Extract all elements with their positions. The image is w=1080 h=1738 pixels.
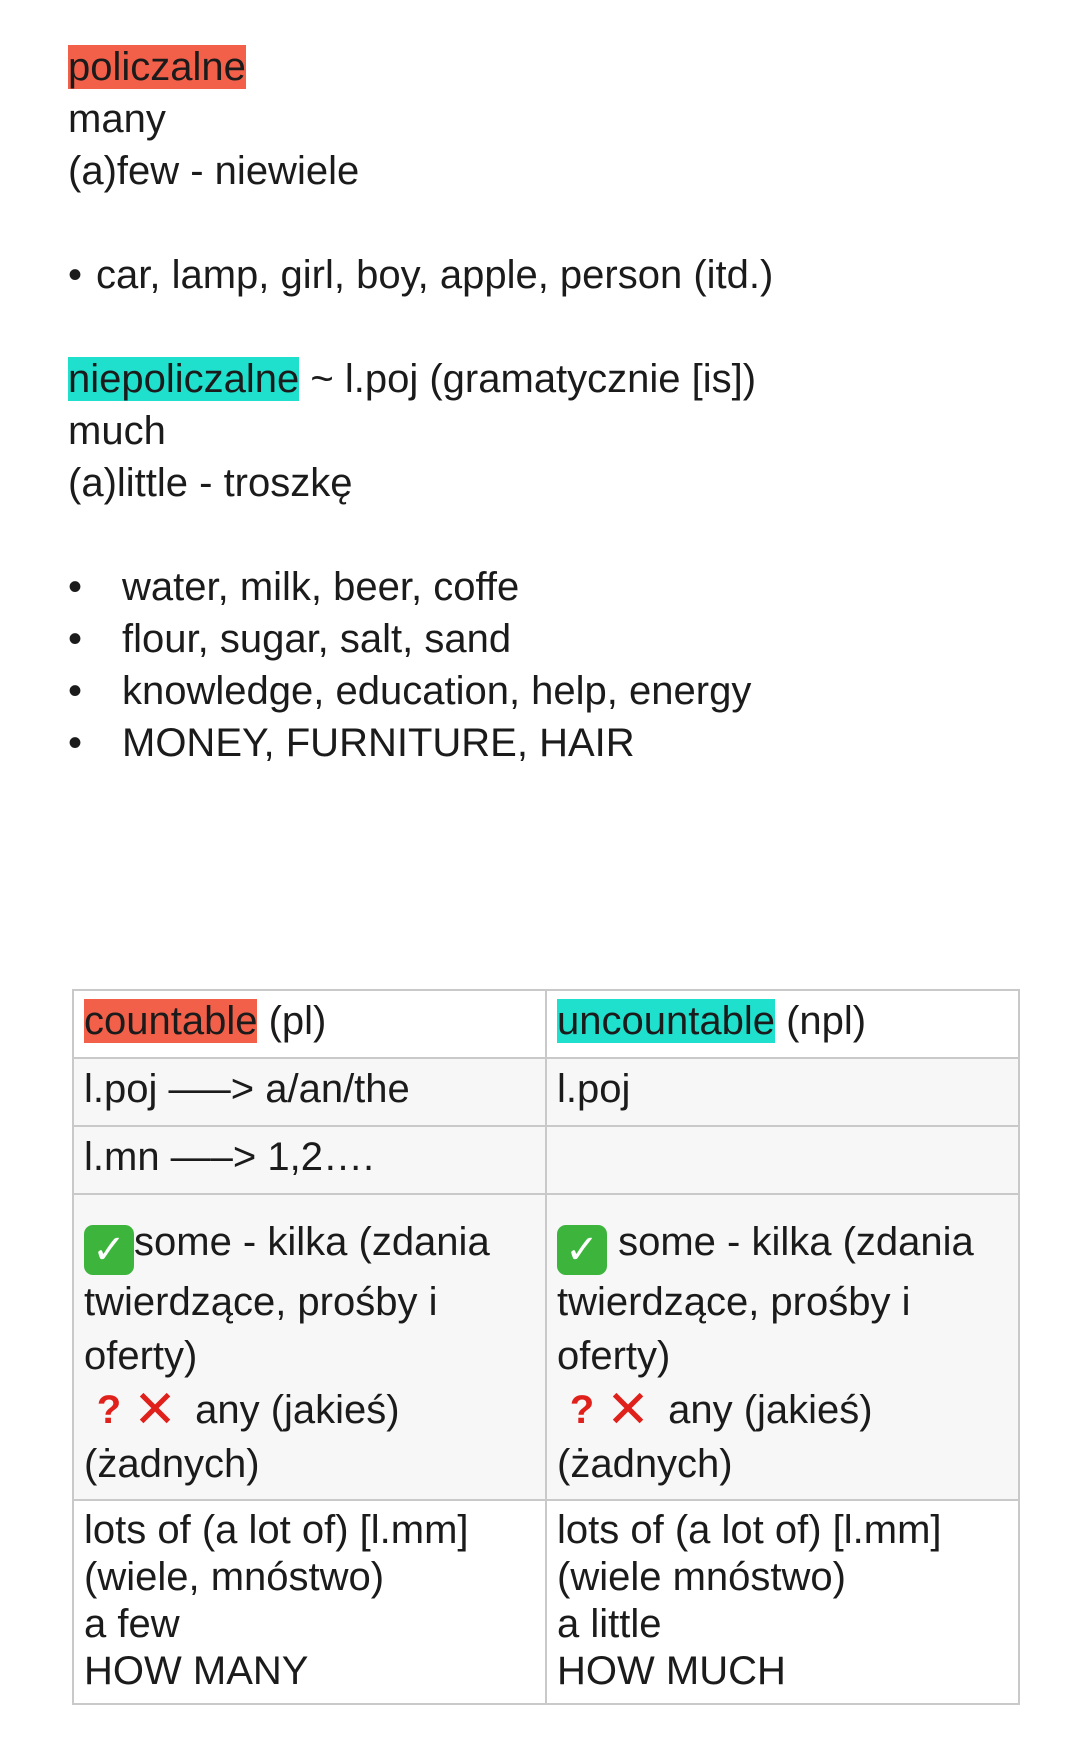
list-item [68, 561, 519, 613]
countable-heading: policzalne [68, 45, 246, 89]
uncountable-quantifier-little: (a)little - troszkę [68, 461, 353, 505]
uncountable-quantifier-much: much [68, 409, 166, 453]
list-item-text: knowledge, education, help, energy [122, 669, 752, 713]
question-line: HOW MANY [84, 1649, 309, 1693]
countable-heading-line [68, 41, 246, 93]
table-cell: l.poj —–> a/an/the [73, 1058, 546, 1126]
lots-of-line: lots of (a lot of) [l.mm] [557, 1508, 942, 1552]
some-text: some - kilka (zdania twierdzące, prośby i oferty) [557, 1220, 974, 1378]
table-row [73, 1500, 1019, 1704]
list-item-text: flour, sugar, salt, sand [122, 617, 512, 661]
quantifier-line: a few [84, 1602, 180, 1646]
some-text: some - kilka (zdania twierdzące, prośby i oferty) [84, 1220, 490, 1378]
uncountable-heading: niepoliczalne [68, 357, 300, 401]
any-text: any (jakieś) (żadnych) [84, 1388, 400, 1486]
quantifier-line: a little [557, 1602, 662, 1646]
countable-quantifier-few: (a)few - niewiele [68, 149, 360, 193]
table-cell [546, 1126, 1019, 1194]
list-item-text: MONEY, FURNITURE, HAIR [122, 721, 635, 765]
check-icon: ✓ [84, 1225, 134, 1275]
table-row [73, 1194, 1019, 1500]
countable-label: countable [84, 999, 258, 1043]
bullet-icon: • [68, 721, 83, 765]
table-cell: l.mn —–> 1,2…. [73, 1126, 546, 1194]
table-row [73, 1058, 1019, 1126]
meaning-line: (wiele mnóstwo) [557, 1555, 846, 1599]
bullet-icon: • [68, 617, 83, 661]
cross-icon: ✕ [133, 1381, 177, 1439]
uncountable-label: uncountable [557, 999, 775, 1043]
comparison-table [72, 989, 1020, 1705]
list-item [68, 665, 751, 717]
list-item [68, 613, 511, 665]
question-icon: ? [569, 1388, 595, 1432]
bullet-icon: • [68, 565, 83, 609]
bullet-icon: • [68, 253, 83, 297]
question-line: HOW MUCH [557, 1649, 786, 1693]
question-icon: ? [96, 1388, 122, 1432]
list-item [68, 717, 635, 769]
any-text: any (jakieś) (żadnych) [557, 1388, 873, 1486]
bullet-icon: • [68, 669, 83, 713]
uncountable-note: ~ l.poj (gramatycznie [is]) [299, 357, 757, 401]
meaning-line: (wiele, mnóstwo) [84, 1555, 385, 1599]
table-row [73, 1126, 1019, 1194]
table-cell [546, 1500, 1019, 1704]
table-cell [73, 1194, 546, 1500]
table-cell: l.poj [546, 1058, 1019, 1126]
countable-examples [68, 249, 773, 301]
check-icon: ✓ [557, 1225, 607, 1275]
table-row [73, 990, 1019, 1058]
countable-suffix: (pl) [257, 999, 327, 1043]
header-cell-uncountable [546, 990, 1019, 1058]
table-cell [73, 1500, 546, 1704]
header-cell-countable [73, 990, 546, 1058]
table-cell [546, 1194, 1019, 1500]
cross-icon: ✕ [606, 1381, 650, 1439]
uncountable-suffix: (npl) [774, 999, 867, 1043]
list-item-text: water, milk, beer, coffe [122, 565, 520, 609]
lots-of-line: lots of (a lot of) [l.mm] [84, 1508, 469, 1552]
countable-examples-text: car, lamp, girl, boy, apple, person (itd.) [96, 253, 774, 297]
uncountable-heading-line [68, 353, 756, 405]
countable-quantifier-many: many [68, 97, 166, 141]
